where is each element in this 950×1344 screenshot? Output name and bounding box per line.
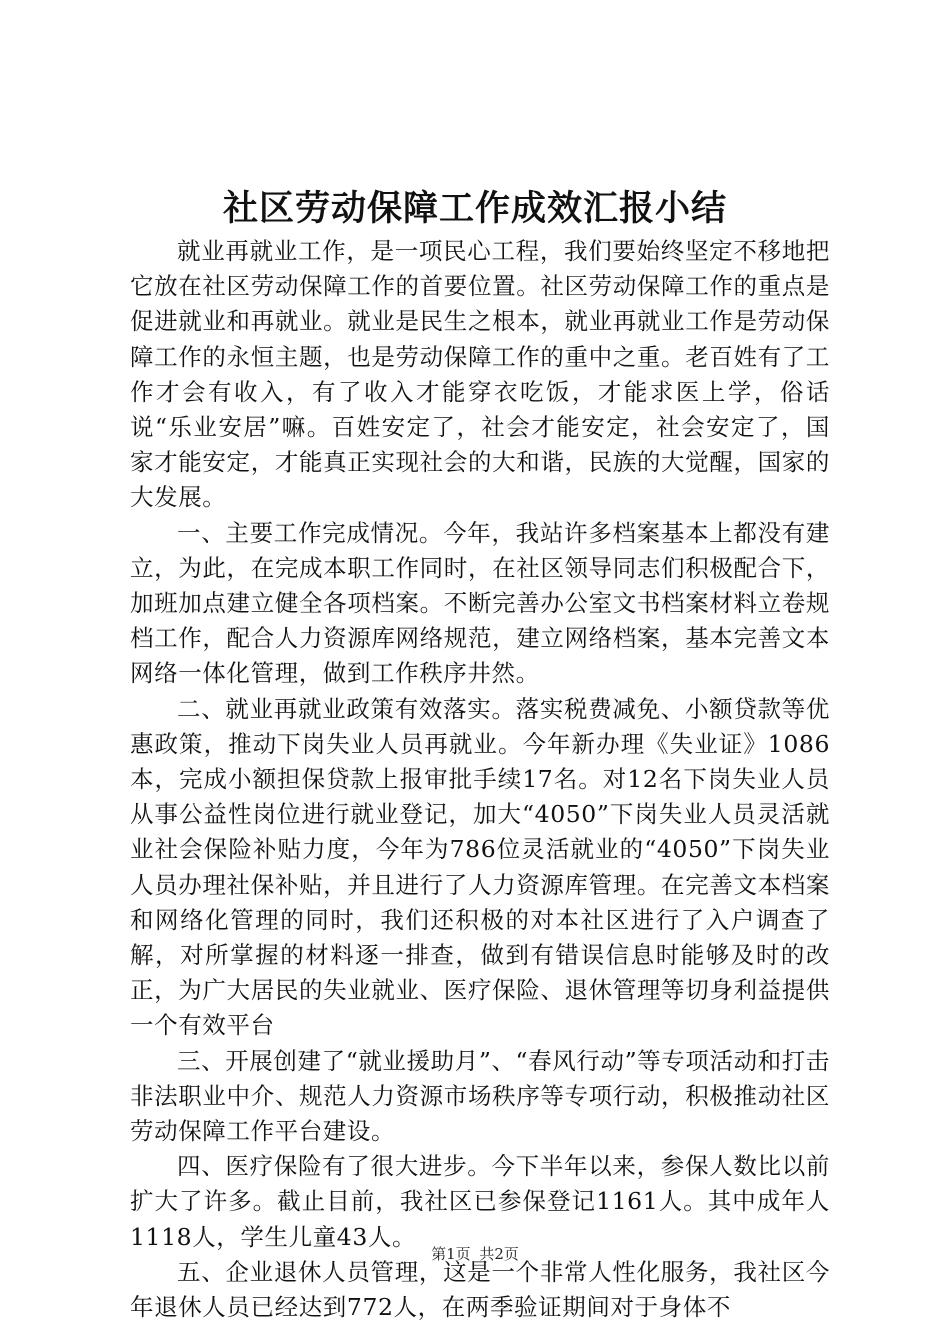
- paragraph-section-2: 二、就业再就业政策有效落实。落实税费减免、小额贷款等优惠政策，推动下岗失业人员再就业。今年新办理《失业证》1086本，完成小额担保贷款上报审批手续17名。对12名下岗失业人员从事公益性岗位进行就业登记，加大“4050”下岗失业人员灵活就业社会保险补贴力度，今年为786位灵活就业的“4050”下岗失业人员办理社保补贴，并且进行了人力资源库管理。在完善文本档案和网络化管理的同时，我们还积极的对本社区进行了入户调查了解，对所掌握的材料逐一排查，做到有错误信息时能够及时的改正，为广大居民的失业就业、医疗保险、退休管理等切身利益提供一个有效平台: [130, 694, 830, 1040]
- paragraph-section-3: 三、开展创建了“就业援助月”、“春风行动”等专项活动和打击非法职业中介、规范人力资源市场秩序等专项行动，积极推动社区劳动保障工作平台建设。: [130, 1046, 830, 1146]
- paragraph-section-4: 四、医疗保险有了很大进步。今下半年以来，参保人数比以前扩大了许多。截止目前，我社区已参保登记1161人。其中成年人1118人，学生儿童43人。: [130, 1152, 830, 1251]
- page-total: 共2页: [479, 1245, 519, 1263]
- document-title: 社区劳动保障工作成效汇报小结: [222, 188, 727, 229]
- paragraph-section-1: 一、主要工作完成情况。今年，我站许多档案基本上都没有建立，为此，在完成本职工作同时，在社区领导同志们积极配合下，加班加点建立健全各项档案。不断完善办公室文书档案材料立卷规档工作，配合人力资源库网络规范，建立网络档案，基本完善文本网络一体化管理，做到工作秩序井然。: [130, 518, 830, 688]
- page-number: 第1页: [431, 1245, 471, 1263]
- page-footer: [0, 1244, 950, 1264]
- paragraph-section-5: 五、企业退休人员管理，这是一个非常人性化服务，我社区今年退休人员已经达到772人，在两季验证期间对于身体不: [130, 1257, 830, 1322]
- document-body: [130, 234, 830, 1325]
- paragraph-intro: 就业再就业工作，是一项民心工程，我们要始终坚定不移地把它放在社区劳动保障工作的首要位置。社区劳动保障工作的重点是促进就业和再就业。就业是民生之根本，就业再就业工作是劳动保障工作的永恒主题，也是劳动保障工作的重中之重。老百姓有了工作才会有收入，有了收入才能穿衣吃饭，才能求医上学，俗话说“乐业安居”嘛。百姓安定了，社会才能安定，社会安定了，国家才能安定，才能真正实现社会的大和谐，民族的大觉醒，国家的大发展。: [130, 237, 830, 512]
